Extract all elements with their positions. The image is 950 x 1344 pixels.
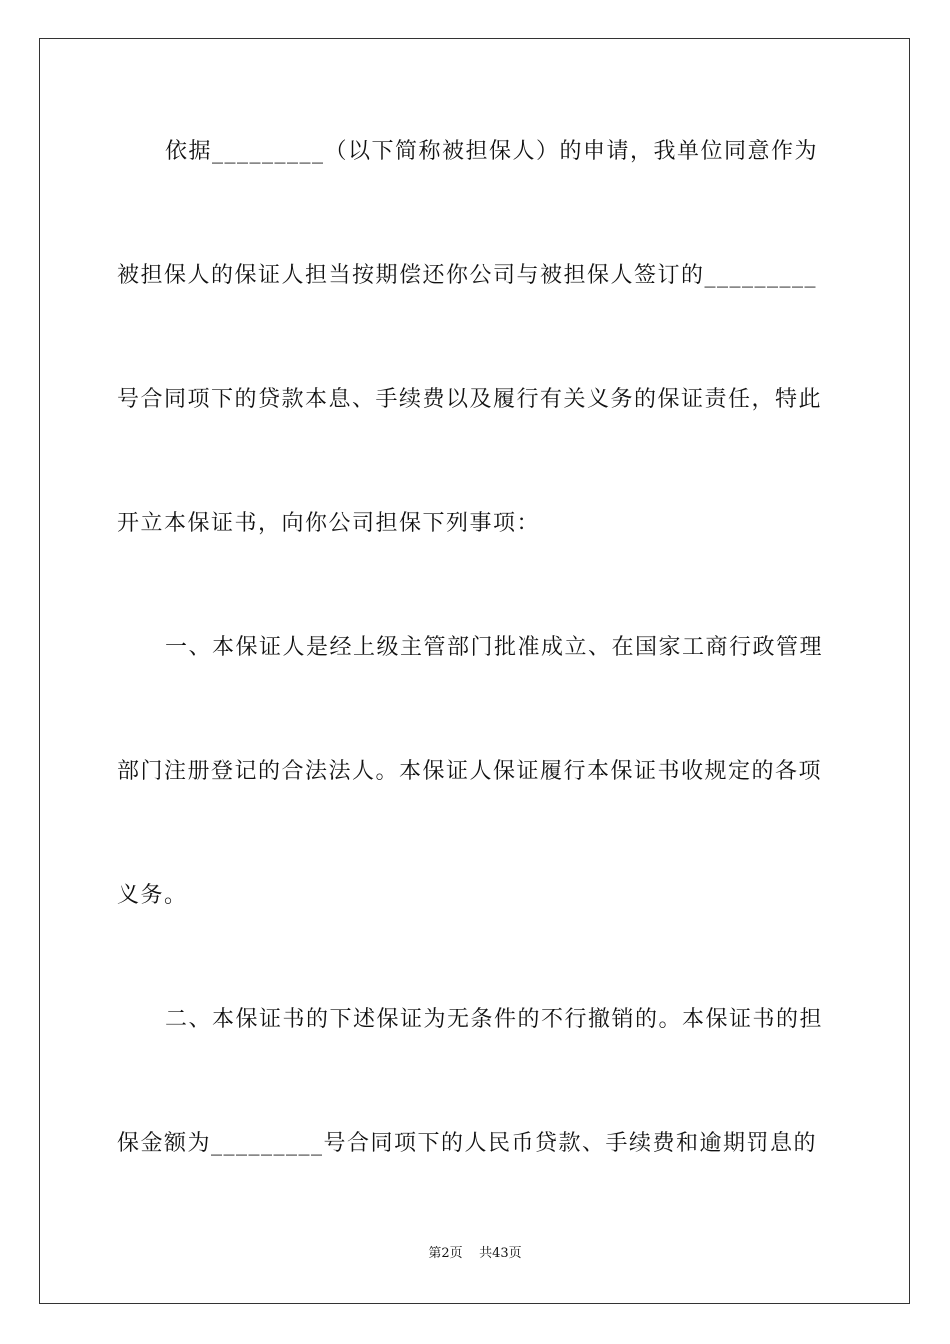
text-line-7: 义务。 bbox=[117, 883, 188, 908]
text-line-5: 一、本保证人是经上级主管部门批准成立、在国家工商行政管理 bbox=[165, 635, 824, 660]
page-border bbox=[39, 38, 910, 1304]
total-pages: 共43页 bbox=[479, 1246, 522, 1261]
text-line-9: 保金额为_________号合同项下的人民币贷款、手续费和逾期罚息的 bbox=[117, 1131, 818, 1156]
page-footer bbox=[0, 1245, 950, 1263]
text-line-6: 部门注册登记的合法法人。本保证人保证履行本保证书收规定的各项 bbox=[117, 759, 823, 784]
text-line-4: 开立本保证书，向你公司担保下列事项： bbox=[117, 511, 541, 536]
text-line-2: 被担保人的保证人担当按期偿还你公司与被担保人签订的_________ bbox=[117, 263, 818, 288]
page-number: 第2页 bbox=[428, 1246, 463, 1261]
text-line-3: 号合同项下的贷款本息、手续费以及履行有关义务的保证责任，特此 bbox=[117, 387, 823, 412]
text-line-8: 二、本保证书的下述保证为无条件的不行撤销的。本保证书的担 bbox=[165, 1007, 824, 1032]
text-line-1: 依据_________（以下简称被担保人）的申请，我单位同意作为 bbox=[165, 139, 819, 164]
